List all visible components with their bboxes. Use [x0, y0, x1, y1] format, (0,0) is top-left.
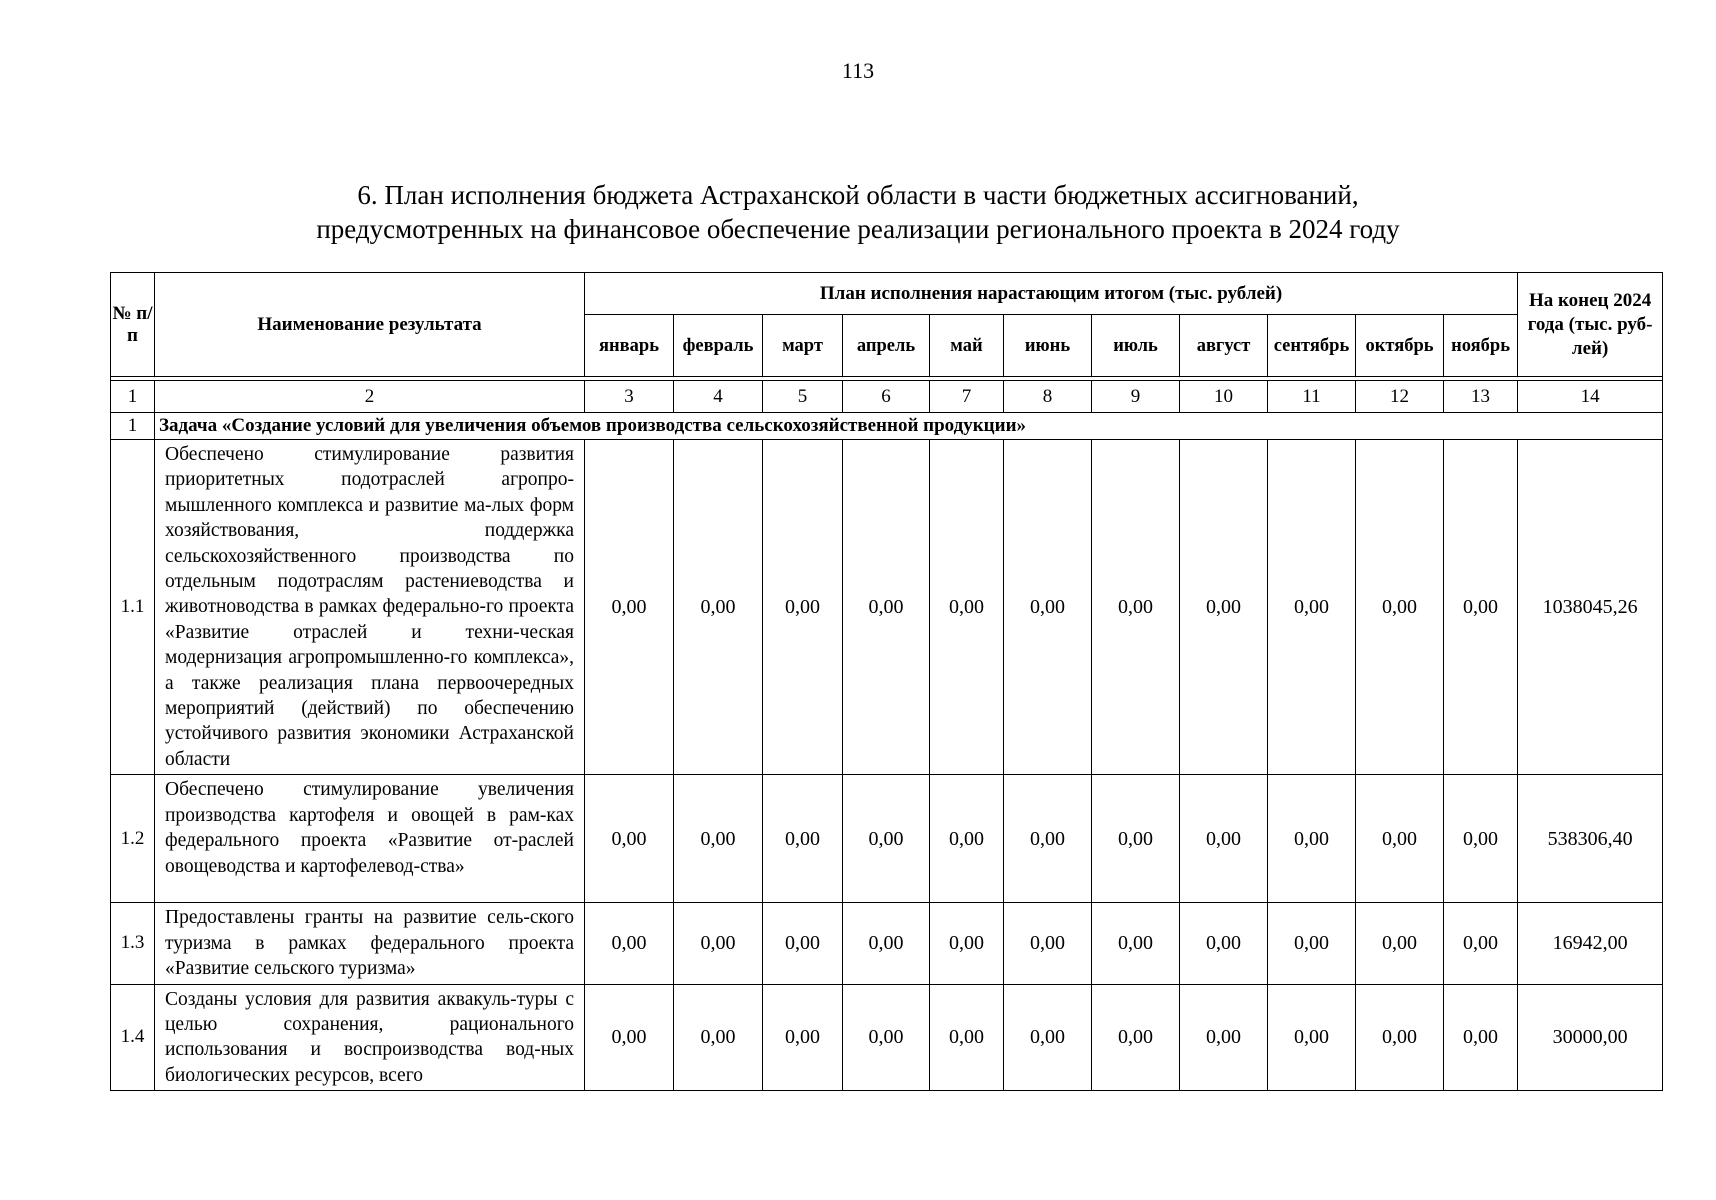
- column-numbers-row: [111, 381, 1663, 413]
- row-month-value: 0,00: [1356, 984, 1444, 1091]
- row-month-value: 0,00: [1268, 440, 1356, 775]
- column-number: 11: [1268, 381, 1356, 413]
- row-num: 1.3: [111, 903, 155, 984]
- row-month-value: 0,00: [1444, 775, 1518, 903]
- header-month: июль: [1092, 315, 1180, 377]
- row-month-value: 0,00: [1004, 440, 1092, 775]
- row-month-value: 0,00: [843, 775, 930, 903]
- row-month-value: 0,00: [930, 775, 1004, 903]
- row-month-value: 0,00: [763, 775, 843, 903]
- row-month-value: 0,00: [1268, 903, 1356, 984]
- row-num: 1.2: [111, 775, 155, 903]
- row-month-value: 0,00: [930, 903, 1004, 984]
- header-month: февраль: [674, 315, 763, 377]
- header-row-1: [111, 273, 1663, 315]
- header-month: сентябрь: [1268, 315, 1356, 377]
- row-month-value: 0,00: [763, 440, 843, 775]
- row-month-value: 0,00: [1444, 440, 1518, 775]
- header-month: ноябрь: [1444, 315, 1518, 377]
- column-number: 13: [1444, 381, 1518, 413]
- row-month-value: 0,00: [1180, 984, 1268, 1091]
- budget-plan-table: [110, 272, 1663, 1091]
- header-name: Наименование результата: [155, 273, 585, 377]
- row-month-value: 0,00: [1092, 775, 1180, 903]
- row-month-value: 0,00: [1356, 775, 1444, 903]
- column-number: 6: [843, 381, 930, 413]
- row-name: Созданы условия для развития аквакуль-туры с целью сохранения, рационального использования и воспроизводства вод-ных биологических ресурсов, всего: [155, 984, 585, 1091]
- row-month-value: 0,00: [1092, 903, 1180, 984]
- row-month-value: 0,00: [843, 984, 930, 1091]
- table-row: [111, 440, 1663, 775]
- header-end-year: На конец 2024 года (тыс. руб-лей): [1518, 273, 1663, 377]
- document-title: [0, 178, 1716, 246]
- row-month-value: 0,00: [763, 903, 843, 984]
- row-month-value: 0,00: [1356, 440, 1444, 775]
- row-month-value: 0,00: [674, 984, 763, 1091]
- title-line-1: 6. План исполнения бюджета Астраханской области в части бюджетных ассигнований,: [357, 180, 1359, 210]
- row-month-value: 0,00: [1180, 903, 1268, 984]
- row-name: Обеспечено стимулирование развития приоритетных подотраслей агропро-мышленного комплекса и развитие ма-лых форм хозяйствования, поддержка сельскохозяйственного производства по отдельным подотраслям растениеводства и животноводства в рамках федерально-го проекта «Развитие отраслей и техни-ческая модернизация агропромышленно-го комплекса», а также реализация плана первоочередных мероприятий (действий) по обеспечению устойчивого развития экономики Астраханской области: [155, 440, 585, 775]
- header-month: август: [1180, 315, 1268, 377]
- header-month: октябрь: [1356, 315, 1444, 377]
- page-number: 113: [841, 58, 875, 83]
- column-number: 8: [1004, 381, 1092, 413]
- column-number: 4: [674, 381, 763, 413]
- row-total: 538306,40: [1518, 775, 1663, 903]
- row-month-value: 0,00: [674, 903, 763, 984]
- row-month-value: 0,00: [1004, 775, 1092, 903]
- column-number: 2: [155, 381, 585, 413]
- row-num: 1.1: [111, 440, 155, 775]
- row-month-value: 0,00: [1004, 903, 1092, 984]
- header-plan-group: План исполнения нарастающим итогом (тыс. рублей): [585, 273, 1518, 315]
- header-month: май: [930, 315, 1004, 377]
- title-line-2: предусмотренных на финансовое обеспечение реализации регионального проекта в 2024 году: [316, 214, 1400, 244]
- column-number: 7: [930, 381, 1004, 413]
- table-row: [111, 775, 1663, 903]
- row-month-value: 0,00: [1092, 440, 1180, 775]
- row-month-value: 0,00: [1092, 984, 1180, 1091]
- row-month-value: 0,00: [1004, 984, 1092, 1091]
- row-name: Предоставлены гранты на развитие сель-ского туризма в рамках федерального проекта «Развитие сельского туризма»: [155, 903, 585, 984]
- row-month-value: 0,00: [585, 903, 674, 984]
- row-month-value: 0,00: [1180, 440, 1268, 775]
- column-number: 12: [1356, 381, 1444, 413]
- column-number: 14: [1518, 381, 1663, 413]
- header-month: апрель: [843, 315, 930, 377]
- row-month-value: 0,00: [1356, 903, 1444, 984]
- row-month-value: 0,00: [585, 775, 674, 903]
- row-month-value: 0,00: [1268, 984, 1356, 1091]
- row-month-value: 0,00: [585, 440, 674, 775]
- row-month-value: 0,00: [763, 984, 843, 1091]
- row-month-value: 0,00: [585, 984, 674, 1091]
- column-number: 3: [585, 381, 674, 413]
- row-name: Обеспечено стимулирование увеличения производства картофеля и овощей в рам-ках федерального проекта «Развитие от-раслей овощеводства и картофелевод-ства»: [155, 775, 585, 903]
- column-number: 5: [763, 381, 843, 413]
- table-row: [111, 903, 1663, 984]
- row-month-value: 0,00: [843, 440, 930, 775]
- row-month-value: 0,00: [674, 440, 763, 775]
- row-month-value: 0,00: [674, 775, 763, 903]
- header-month: март: [763, 315, 843, 377]
- row-total: 1038045,26: [1518, 440, 1663, 775]
- task-num: 1: [111, 413, 155, 440]
- header-month: январь: [585, 315, 674, 377]
- column-number: 10: [1180, 381, 1268, 413]
- column-number: 9: [1092, 381, 1180, 413]
- row-month-value: 0,00: [1444, 984, 1518, 1091]
- header-month: июнь: [1004, 315, 1092, 377]
- row-month-value: 0,00: [1444, 903, 1518, 984]
- task-label: Задача «Создание условий для увеличения объемов производства сельскохозяйственной продукции»: [155, 413, 1663, 440]
- row-num: 1.4: [111, 984, 155, 1091]
- table-row: [111, 984, 1663, 1091]
- task-row: [111, 413, 1663, 440]
- row-total: 30000,00: [1518, 984, 1663, 1091]
- column-number: 1: [111, 381, 155, 413]
- row-month-value: 0,00: [930, 440, 1004, 775]
- row-total: 16942,00: [1518, 903, 1663, 984]
- header-num: № п/п: [111, 273, 155, 377]
- row-month-value: 0,00: [1268, 775, 1356, 903]
- row-month-value: 0,00: [1180, 775, 1268, 903]
- row-month-value: 0,00: [930, 984, 1004, 1091]
- row-month-value: 0,00: [843, 903, 930, 984]
